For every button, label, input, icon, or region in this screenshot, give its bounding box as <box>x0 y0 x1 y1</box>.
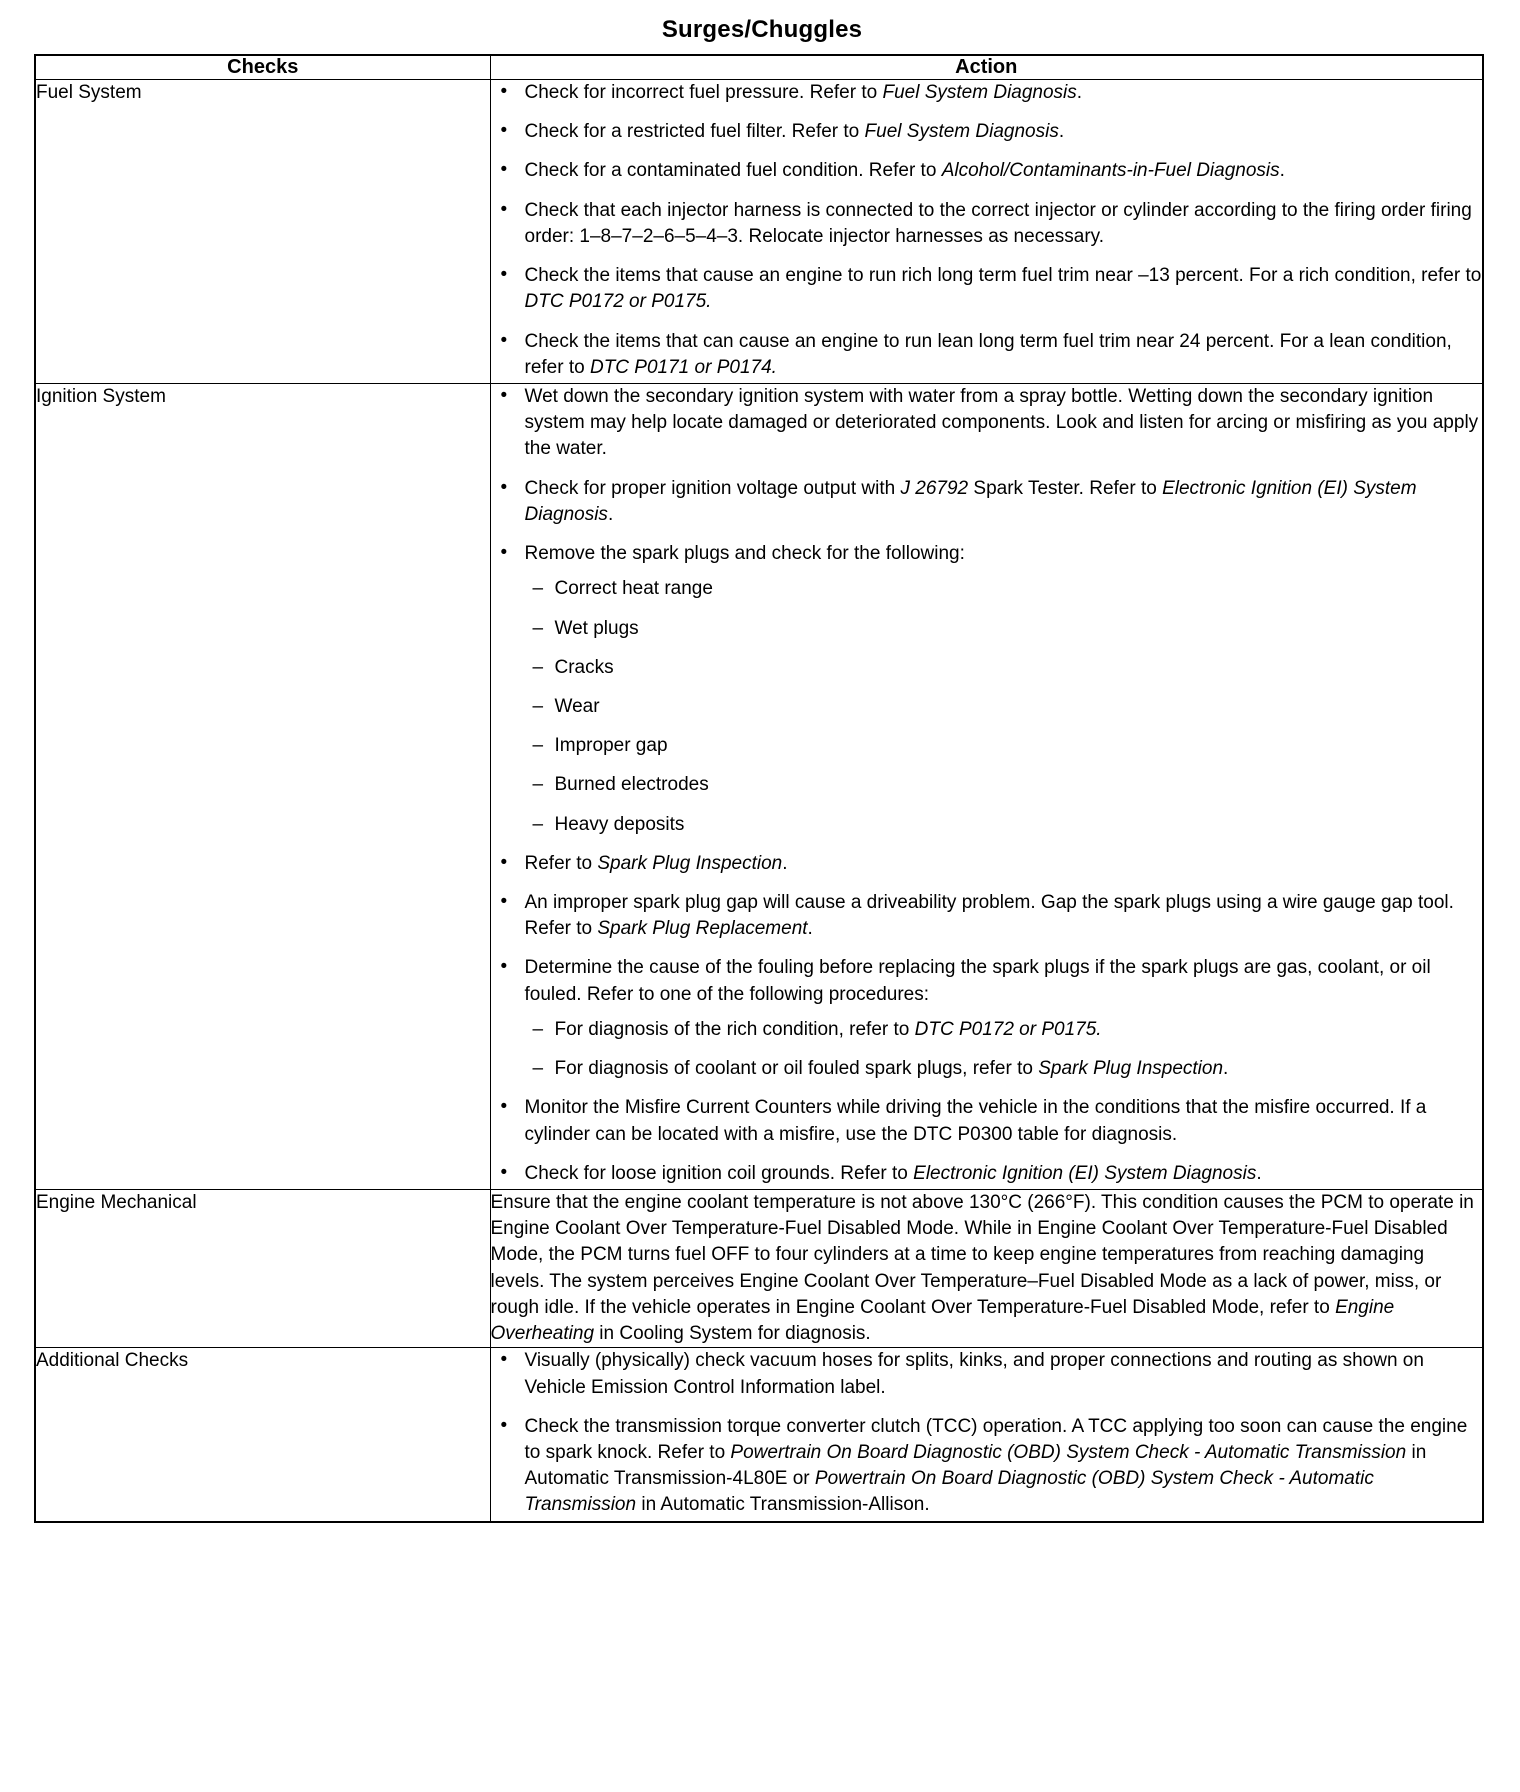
action-list <box>491 80 1483 381</box>
item-reference-2: Electronic Ignition (EI) System Diagnosis <box>524 477 1417 525</box>
list-item <box>491 955 1483 1082</box>
paragraph-text-tail: in Cooling System for diagnosis. <box>594 1323 871 1345</box>
item-text: Monitor the Misfire Current Counters while driving the vehicle in the conditions that the misfire occurred. If a cylinder can be located with a misfire, use the DTC P0300 table for diagnosis. <box>524 1097 1427 1145</box>
paragraph-text: Ensure that the engine coolant temperature is not above 130°C (266°F). This condition causes the PCM to operate in Engine Coolant Over Temperature-Fuel Disabled Mode. While in Engine Coolant Over Temperature-Fuel Disabled Mode, the PCM turns fuel OFF to four cylinders at a time to keep engine temperatures from reaching damaging levels. The system perceives Engine Coolant Over Temperature–Fuel Disabled Mode as a lack of power, miss, or rough idle. If the vehicle operates in Engine Coolant Over Temperature-Fuel Disabled Mode, refer to <box>490 1192 1474 1318</box>
check-label: Fuel System <box>35 80 490 384</box>
list-item <box>491 80 1483 106</box>
action-paragraph <box>491 1190 1483 1347</box>
sub-item-reference: DTC P0172 or P0175. <box>914 1018 1102 1040</box>
item-text-tail: . <box>607 503 614 525</box>
item-reference: Fuel System Diagnosis <box>864 121 1059 143</box>
item-text-tail: . <box>1279 160 1285 182</box>
item-reference: Spark Plug Inspection <box>597 852 783 874</box>
sub-list <box>525 1017 1483 1082</box>
list-item <box>491 384 1483 463</box>
sub-list-item: – Correct heat range <box>525 576 1483 602</box>
column-header-action: Action <box>490 55 1483 80</box>
list-item <box>491 198 1483 250</box>
table-row <box>35 383 1483 1189</box>
item-text: Check for a restricted fuel filter. Refer to <box>524 121 865 143</box>
list-item <box>491 1161 1483 1187</box>
item-text: Check for loose ignition coil grounds. Refer to <box>524 1162 914 1184</box>
item-text: Refer to <box>524 852 598 874</box>
sub-list <box>525 576 1483 838</box>
sub-list-item: – Wear <box>525 694 1483 720</box>
table-row <box>35 1348 1483 1522</box>
item-reference: Electronic Ignition (EI) System Diagnosis <box>913 1162 1257 1184</box>
paragraph-reference: Engine Overheating <box>490 1296 1395 1345</box>
item-text: Check for a contaminated fuel condition. Refer to <box>524 160 942 182</box>
action-cell <box>490 1190 1483 1348</box>
sub-list-item: – Wet plugs <box>525 616 1483 642</box>
item-text-mid: Spark Tester. Refer to <box>968 477 1163 499</box>
item-text-tail: . <box>1076 82 1083 103</box>
item-reference: DTC P0172 or P0175. <box>524 291 712 313</box>
item-text-tail: . <box>1058 121 1065 143</box>
list-item <box>491 851 1483 877</box>
list-item <box>491 158 1483 184</box>
action-list <box>491 384 1483 1187</box>
item-text: Determine the cause of the fouling before replacing the spark plugs if the spark plugs are gas, coolant, or oil fouled. Refer to one of the following procedures: <box>524 957 1431 1005</box>
sub-item-text: For diagnosis of the rich condition, refer to <box>554 1018 915 1040</box>
item-reference: Powertrain On Board Diagnostic (OBD) System Check - Automatic Transmission <box>730 1441 1407 1463</box>
item-text: Visually (physically) check vacuum hoses for splits, kinks, and proper connections and routing as shown on Vehicle Emission Control Information label. <box>524 1350 1424 1398</box>
item-text: An improper spark plug gap will cause a driveability problem. Gap the spark plugs using a wire gauge gap tool. Refer to <box>524 892 1454 940</box>
item-text: Check for incorrect fuel pressure. Refer to <box>524 82 883 103</box>
sub-list-item: – Improper gap <box>525 733 1483 759</box>
sub-list-item <box>525 1056 1483 1082</box>
sub-list-item: – Burned electrodes <box>525 772 1483 798</box>
sub-list-item: – Cracks <box>525 655 1483 681</box>
list-item <box>491 476 1483 528</box>
item-reference-2: Powertrain On Board Diagnostic (OBD) System Check - Automatic Transmission <box>524 1468 1374 1516</box>
item-text-tail: in Automatic Transmission-Allison. <box>636 1494 930 1516</box>
table-header-row <box>35 55 1483 80</box>
action-cell <box>490 80 1483 384</box>
item-text-tail: . <box>807 918 813 940</box>
sub-item-text: For diagnosis of coolant or oil fouled spark plugs, refer to <box>554 1058 1039 1080</box>
item-text: Check for proper ignition voltage output with <box>524 477 901 499</box>
sub-item-text-tail: . <box>1223 1058 1229 1080</box>
item-reference: J 26792 <box>900 477 969 499</box>
list-item <box>491 1414 1483 1519</box>
item-reference: DTC P0171 or P0174. <box>589 356 777 378</box>
list-item <box>491 890 1483 942</box>
sub-item-reference: Spark Plug Inspection <box>1038 1058 1224 1080</box>
item-reference: Alcohol/Contaminants-in-Fuel Diagnosis <box>941 160 1280 182</box>
item-reference: Fuel System Diagnosis <box>882 82 1077 103</box>
item-text: Check the items that cause an engine to run rich long term fuel trim near –13 percent. For a rich condition, refer to <box>524 265 1482 287</box>
action-cell <box>490 1348 1483 1522</box>
check-label: Ignition System <box>35 383 490 1189</box>
item-text: Check that each injector harness is connected to the correct injector or cylinder according to the firing order firing order: 1–8–7–2–6–5–4–3. Relocate injector harnesses as necessary. <box>524 199 1472 247</box>
item-text: Remove the spark plugs and check for the following: <box>524 543 965 565</box>
action-list <box>491 1348 1483 1518</box>
item-text: Wet down the secondary ignition system with water from a spray bottle. Wetting down the secondary ignition system may help locate damaged or deteriorated components. Look and listen for arcing or misfiring as you apply the water. <box>524 385 1479 460</box>
item-text-mid: in Automatic Transmission-4L80E or <box>524 1441 1427 1490</box>
list-item <box>491 329 1483 381</box>
check-label: Additional Checks <box>35 1348 490 1522</box>
list-item <box>491 119 1483 145</box>
list-item <box>491 263 1483 315</box>
list-item <box>491 541 1483 838</box>
page-title: Surges/Chuggles <box>661 16 863 43</box>
sub-list-item <box>525 1017 1483 1043</box>
table-row <box>35 80 1483 384</box>
list-item <box>491 1348 1483 1400</box>
item-text: Check the transmission torque converter clutch (TCC) operation. A TCC applying too soon can cause the engine to spark knock. Refer to <box>524 1415 1468 1463</box>
check-label: Engine Mechanical <box>35 1190 490 1348</box>
diagnostic-table <box>34 54 1484 1523</box>
action-cell <box>490 383 1483 1189</box>
list-item <box>491 1095 1483 1147</box>
item-text-tail: . <box>782 852 788 874</box>
item-reference: Spark Plug Replacement <box>597 918 808 940</box>
item-text-tail: . <box>1256 1162 1262 1184</box>
sub-list-item: – Heavy deposits <box>525 812 1483 838</box>
column-header-checks: Checks <box>35 55 490 80</box>
item-text: Check the items that can cause an engine to run lean long term fuel trim near 24 percent. For a lean condition, refer to <box>524 330 1452 378</box>
table-row <box>35 1190 1483 1348</box>
